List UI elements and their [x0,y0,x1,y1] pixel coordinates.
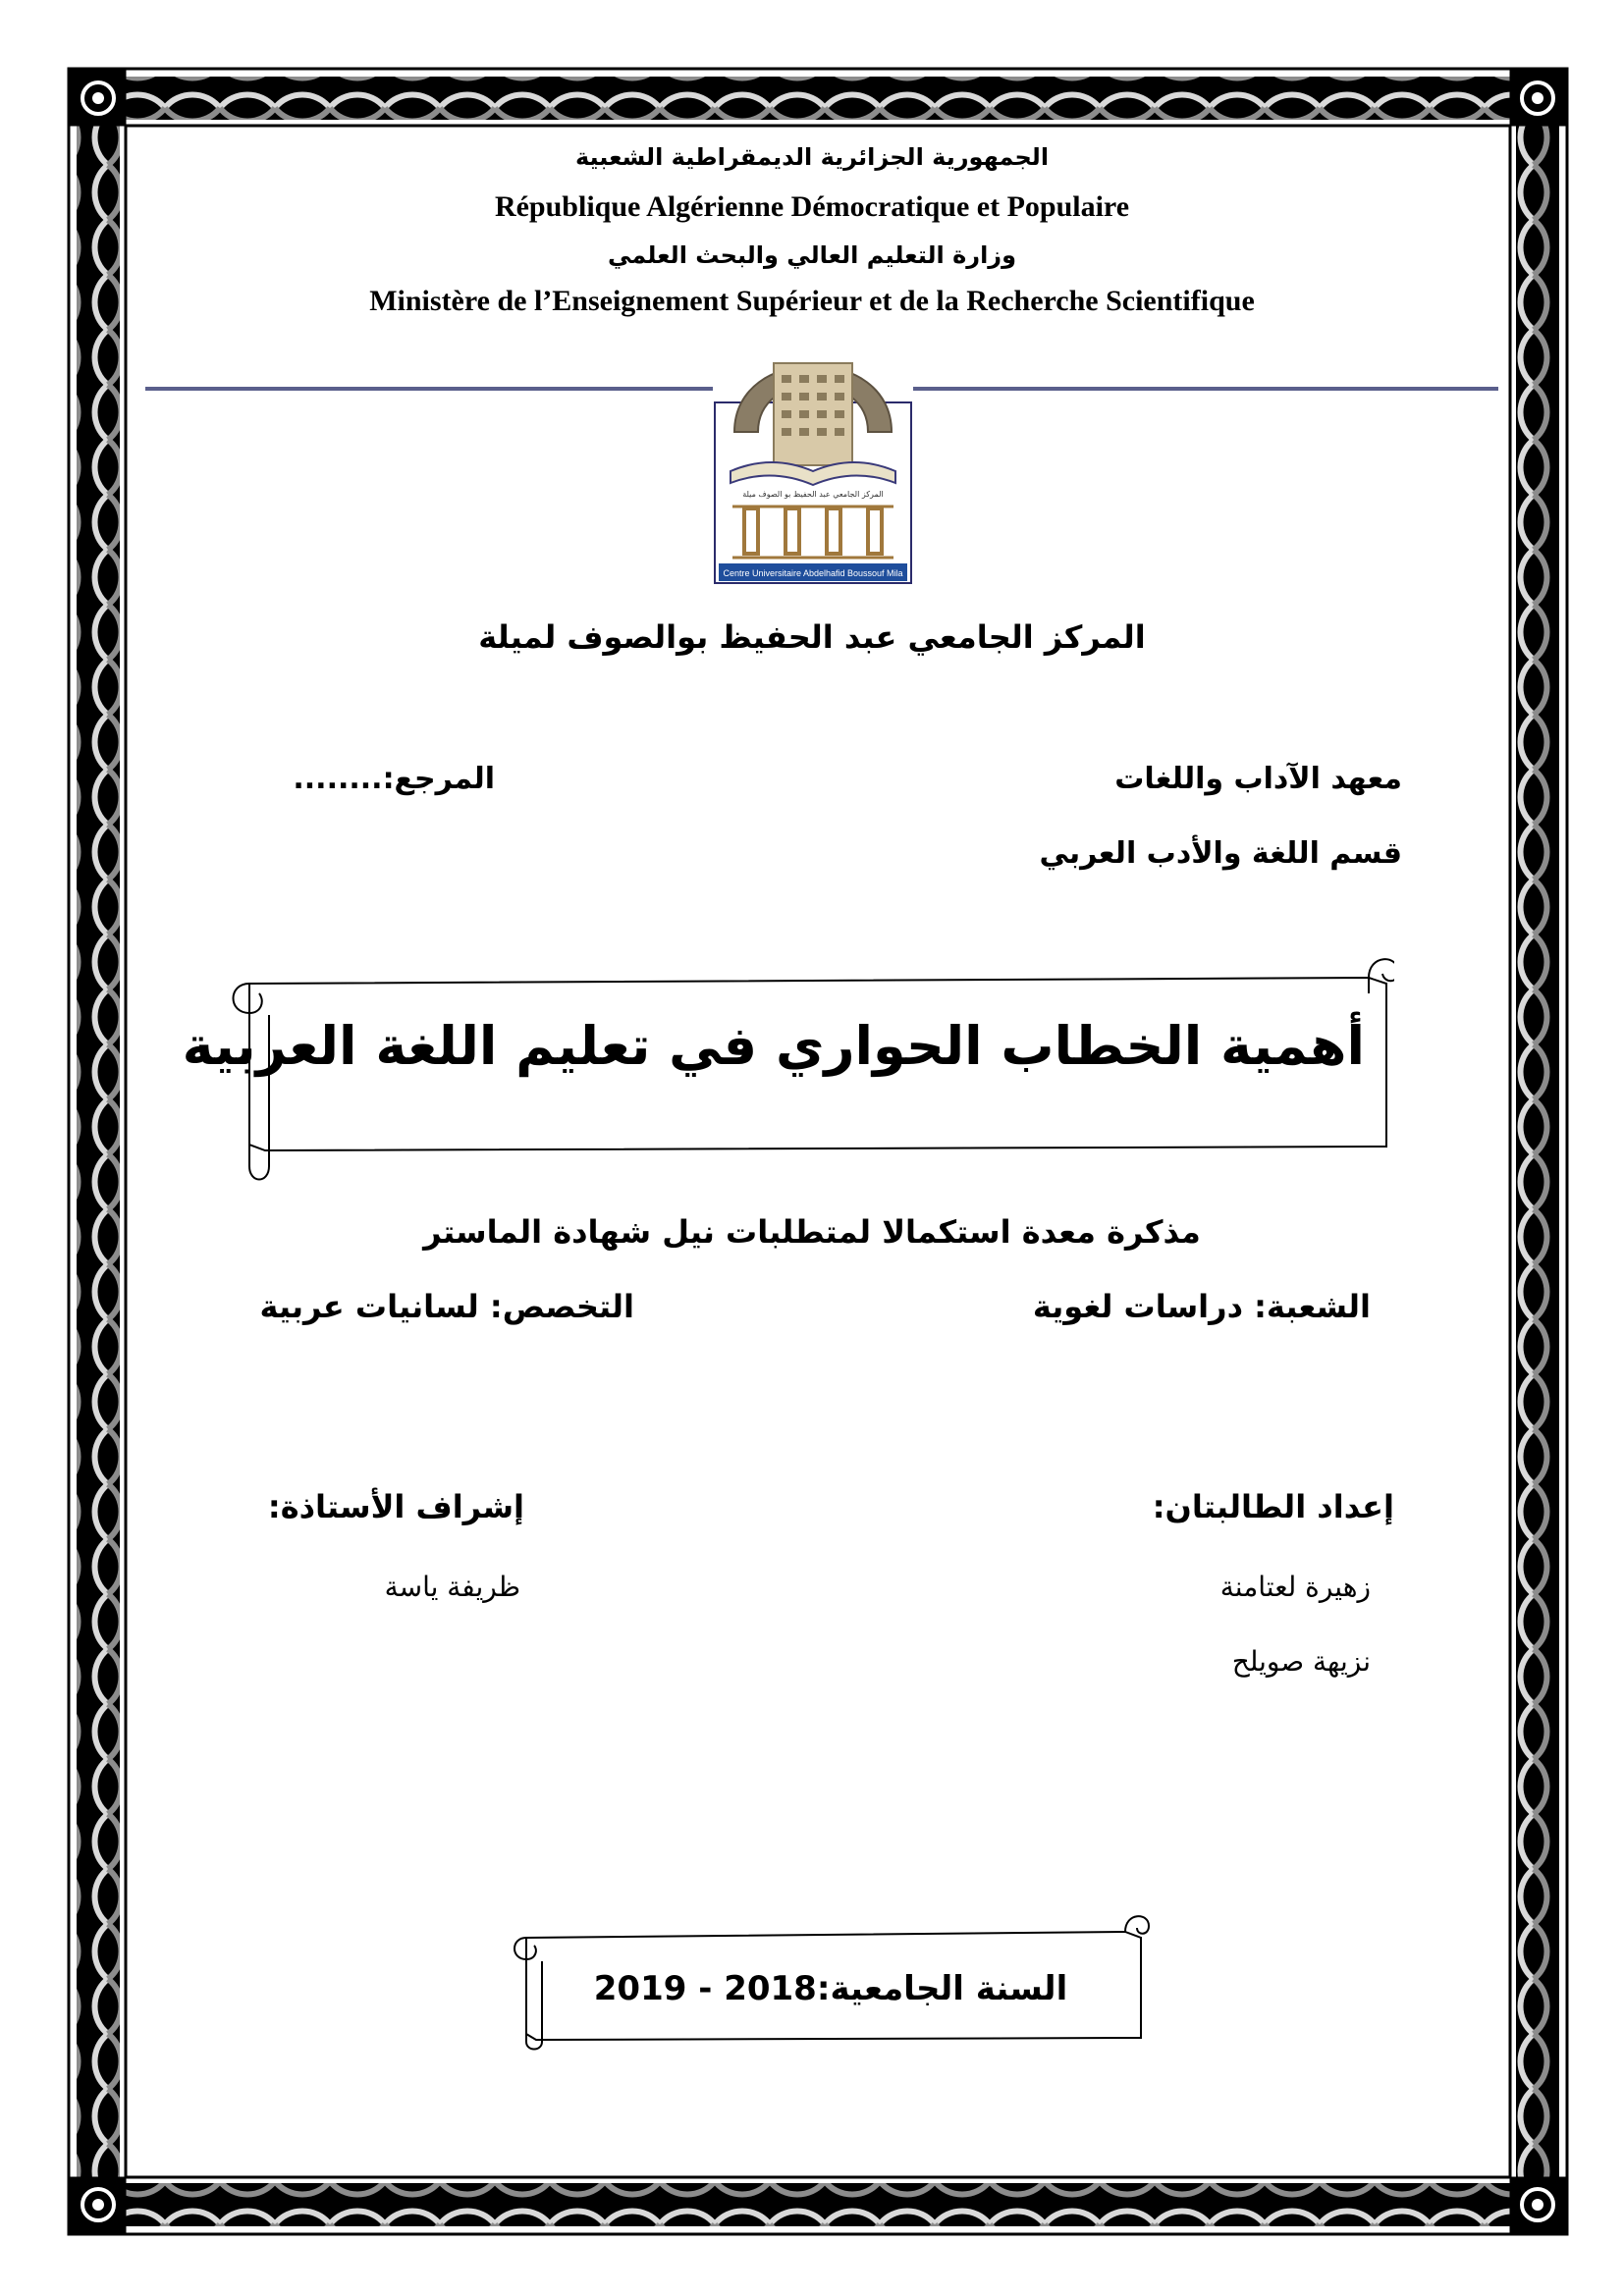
student-name: زهيرة لعتامنة [1219,1571,1371,1603]
thesis-note: مذكرة معدة استكمالا لمتطلبات نيل شهادة الماستر [423,1213,1201,1251]
ministry-name-ar: وزارة التعليم العالي والبحث العلمي [607,241,1017,269]
university-name: المركز الجامعي عبد الحفيظ بوالصوف لميلة [478,618,1146,656]
supervisor-name: ظريفة ياسة [384,1571,520,1603]
republic-name-ar: الجمهورية الجزائرية الديمقراطية الشعبية [574,143,1050,171]
university-logo [713,324,913,585]
academic-year: السنة الجامعية:2018 - 2019 [593,1969,1068,2008]
reference-number: المرجع:........ [293,762,495,796]
department-name: قسم اللغة والأدب العربي [1039,836,1402,871]
ministry-name-fr: Ministère de l’Enseignement Supérieur et de la Recherche Scientifique [369,285,1255,317]
specialty: التخصص: لسانيات عربية [259,1288,634,1325]
logo-emblem [713,324,913,585]
logo-arch-text: المركز الجامعي عبد الحفيظ بو الصوف ميلة [742,490,884,499]
student-name: نزيهة صويلح [1231,1645,1371,1678]
students-label: إعداد الطالبتان: [1152,1488,1394,1525]
supervisor-label: إشراف الأستاذة: [267,1488,524,1525]
logo-caption: Centre Universitaire Abdelhafid Boussouf Mila [723,568,903,578]
branch: الشعبة: دراسات لغوية [1032,1288,1371,1325]
thesis-title: أهمية الخطاب الحواري في تعليم اللغة العربية [182,1015,1365,1077]
institute-name: معهد الآداب واللغات [1114,762,1402,796]
republic-name-fr: République Algérienne Démocratique et Populaire [494,190,1130,223]
